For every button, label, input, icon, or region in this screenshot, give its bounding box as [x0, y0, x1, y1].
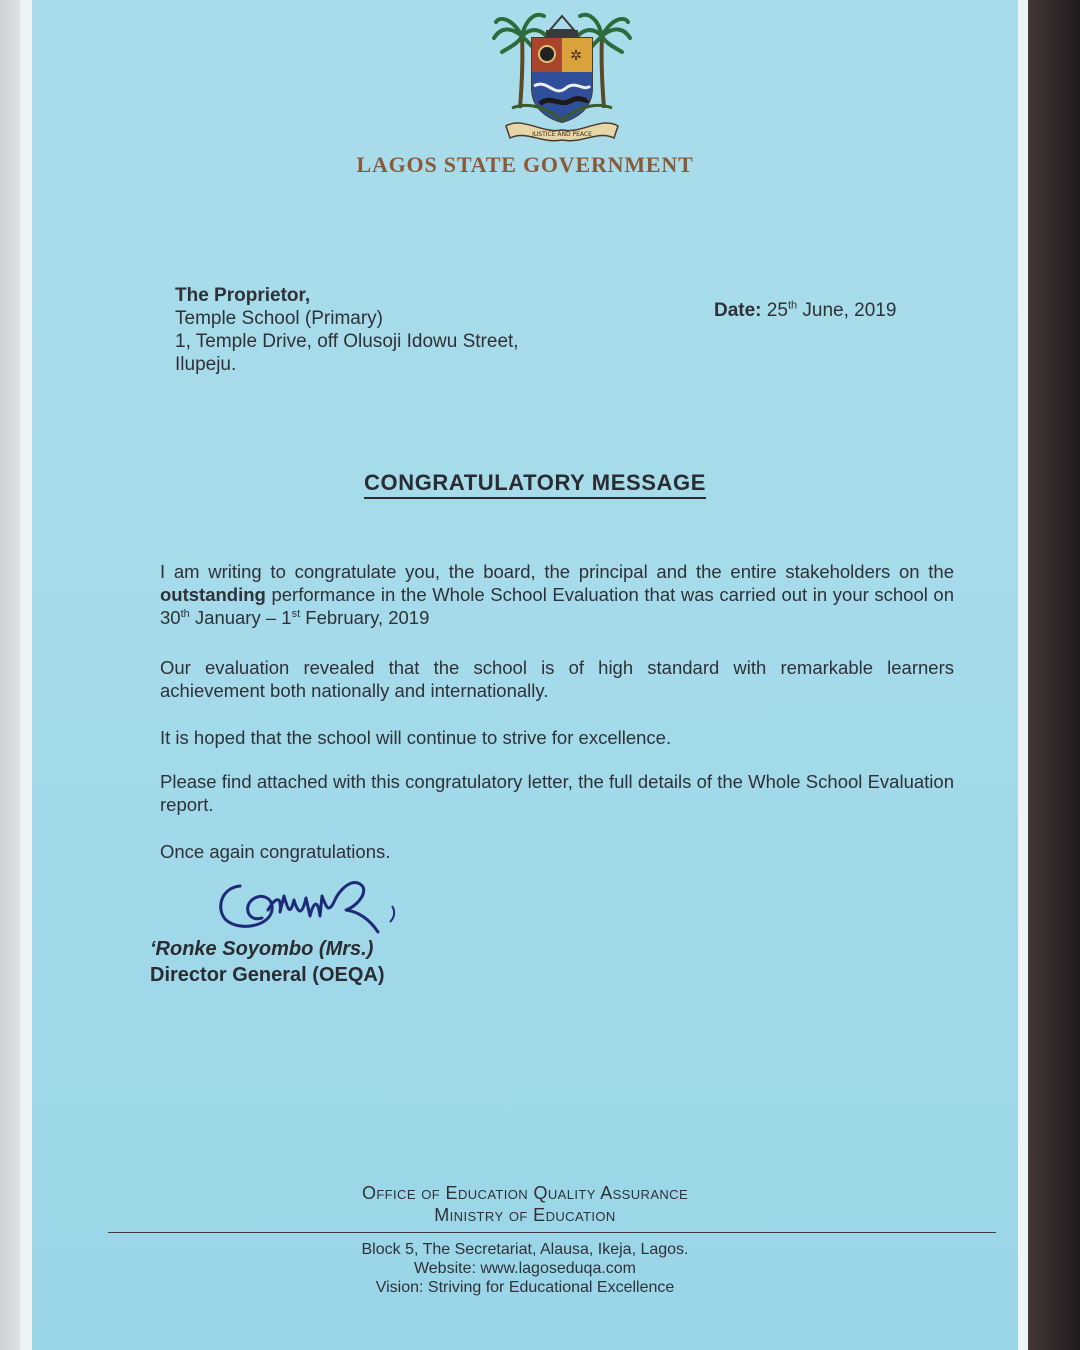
- lagos-state-crest-icon: [492, 8, 632, 144]
- signature-image: [210, 866, 410, 944]
- footer-address: Block 5, The Secretariat, Alausa, Ikeja, Lagos.: [361, 1241, 689, 1258]
- footer-contact-block: [32, 1240, 1018, 1297]
- footer-divider: [108, 1232, 996, 1233]
- footer-website: Website: www.lagoseduqa.com: [413, 1260, 637, 1277]
- date-day-suffix: th: [787, 299, 798, 312]
- svg-text:✲: ✲: [570, 48, 582, 64]
- footer-office-name: Office of Education Quality Assurance: [361, 1183, 689, 1203]
- paragraph-1-sup-1: th: [180, 607, 190, 620]
- footer-ministry-name: Ministry of Education: [434, 1205, 616, 1225]
- paragraph-2: Our evaluation revealed that the school is of high standard with remarkable learners achievement both nationally and internationally.: [160, 657, 954, 701]
- desk-background-right: [1020, 0, 1080, 1350]
- date-day: 25: [766, 300, 788, 321]
- paragraph-5: Once again congratulations.: [160, 841, 391, 862]
- footer-office-block: [32, 1182, 1018, 1226]
- date-label: Date:: [714, 300, 762, 321]
- recipient-address: [175, 284, 519, 376]
- paragraph-1: [160, 560, 954, 629]
- paragraph-1-bold: outstanding: [160, 584, 266, 605]
- recipient-line-1: The Proprietor,: [175, 285, 311, 306]
- letter-sheet: [32, 0, 1018, 1350]
- paragraph-1-part-b: performance in the Whole School Evaluation that was carried out in your school on 30: [160, 584, 955, 628]
- svg-text:JUSTICE AND PEACE: JUSTICE AND PEACE: [532, 131, 592, 138]
- letter-date: [714, 300, 896, 322]
- signer-title: Director General (OEQA): [150, 964, 385, 986]
- footer-vision: Vision: Striving for Educational Excellence: [375, 1279, 675, 1296]
- paragraph-1-sup-2: st: [291, 607, 301, 620]
- paragraph-4: Please find attached with this congratulatory letter, the full details of the Whole School Evaluation report.: [160, 771, 954, 815]
- paragraph-3: It is hoped that the school will continue to strive for excellence.: [160, 727, 672, 748]
- letter-subject: CONGRATULATORY MESSAGE: [364, 470, 706, 499]
- signer-name: ‘Ronke Soyombo (Mrs.): [150, 938, 374, 960]
- recipient-line-3: 1, Temple Drive, off Olusoji Idowu Street,: [175, 331, 519, 352]
- recipient-line-2: Temple School (Primary): [175, 308, 383, 329]
- date-month-year: June, 2019: [802, 300, 897, 321]
- paragraph-1-part-c: January – 1: [194, 607, 292, 628]
- paragraph-1-part-d: February, 2019: [305, 607, 430, 628]
- government-name: LAGOS STATE GOVERNMENT: [356, 152, 694, 177]
- signer-block: [150, 936, 385, 988]
- paragraph-1-part-a: I am writing to congratulate you, the board, the principal and the entire stakeholders on the: [160, 561, 954, 582]
- recipient-line-4: Ilupeju.: [175, 354, 237, 375]
